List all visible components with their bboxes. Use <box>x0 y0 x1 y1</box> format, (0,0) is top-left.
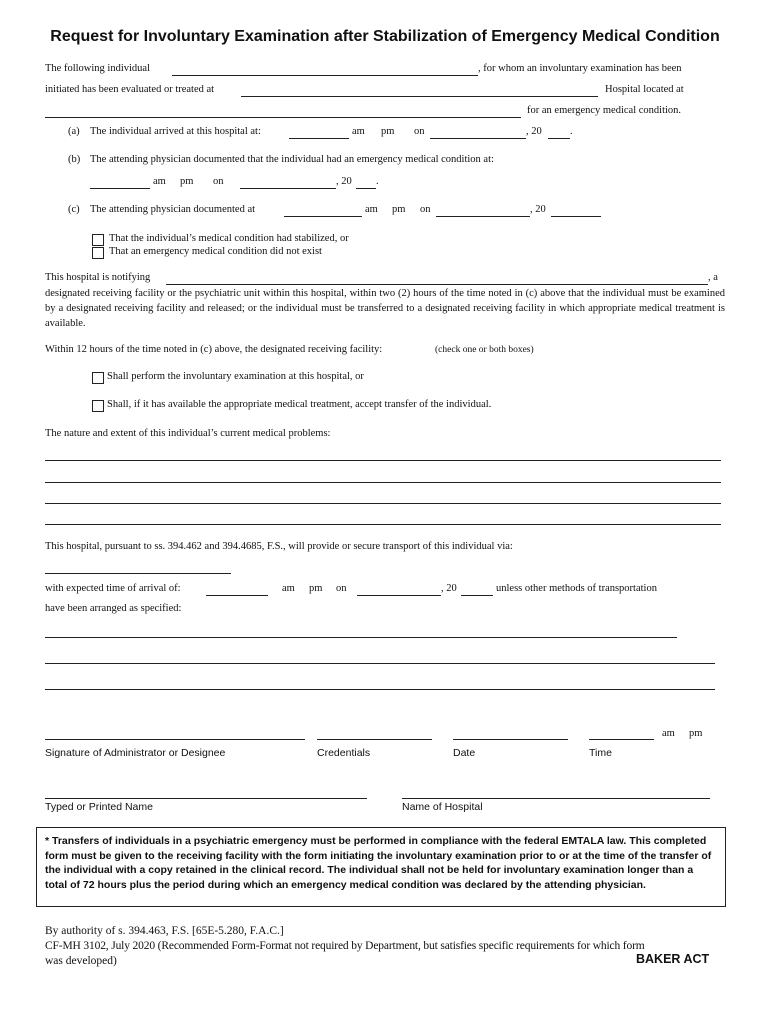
date-field[interactable] <box>453 739 568 740</box>
notifying-paragraph: designated receiving facility or the psychiatric unit within this hospital, within two (2) hours of the time noted in (c) above that the individual must be examined by a designated receiving facility and released; or the individual must be transferred to a designated receiving facility in which appropriate medical treatment is available. <box>45 288 725 329</box>
typed-name-field[interactable] <box>45 798 367 799</box>
stabilized-option-label: That the individual’s medical condition had stabilized, or <box>109 233 349 244</box>
signature-am[interactable]: am <box>662 728 675 739</box>
no-emergency-option-label: That an emergency medical condition did not exist <box>109 246 322 257</box>
problems-label: The nature and extent of this individual’s current medical problems: <box>45 428 331 439</box>
problems-line-2[interactable] <box>45 482 721 483</box>
item-b-text: The attending physician documented that the individual had an emergency medical condition at: <box>90 154 494 165</box>
typed-name-label: Typed or Printed Name <box>45 801 153 813</box>
problems-line-1[interactable] <box>45 460 721 461</box>
item-b-pm[interactable]: pm <box>180 176 194 187</box>
transport-text: This hospital, pursuant to ss. 394.462 and 394.4685, F.S., will provide or secure transport of this individual via: <box>45 541 513 552</box>
item-c-date-field[interactable] <box>436 216 530 217</box>
accept-transfer-checkbox[interactable] <box>92 400 104 412</box>
arranged-line-1[interactable] <box>45 637 677 638</box>
transport-method-field[interactable] <box>45 573 231 574</box>
intro-line2-tail: Hospital located at <box>605 84 684 95</box>
credentials-label: Credentials <box>317 747 371 759</box>
arrival-am[interactable]: am <box>282 583 295 594</box>
intro-line2-label: initiated has been evaluated or treated at <box>45 84 215 95</box>
item-b-date-field[interactable] <box>240 188 336 189</box>
arrival-pm[interactable]: pm <box>309 583 323 594</box>
intro-line1-tail: , for whom an involuntary examination has been <box>478 63 682 74</box>
arrival-date-field[interactable] <box>357 595 441 596</box>
arrival-year-field[interactable] <box>461 595 493 596</box>
form-title: Request for Involuntary Examination after Stabilization of Emergency Medical Condition <box>50 28 720 45</box>
hospital-name-label: Name of Hospital <box>402 801 483 813</box>
item-c-time-field[interactable] <box>284 216 362 217</box>
hospital-name-field[interactable] <box>402 798 710 799</box>
item-b-year-field[interactable] <box>356 188 376 189</box>
no-emergency-checkbox[interactable] <box>92 247 104 259</box>
perform-exam-checkbox[interactable] <box>92 372 104 384</box>
item-b-time-field[interactable] <box>90 188 150 189</box>
intro-line1-label: The following individual <box>45 63 150 74</box>
item-c-text: The attending physician documented at <box>90 204 256 215</box>
item-c-pm[interactable]: pm <box>392 204 406 215</box>
item-c-label: (c) <box>68 204 80 215</box>
form-number-text: CF-MH 3102, July 2020 (Recommended Form-Format not required by Department, but satisfies specific requirements for which form <box>45 940 645 952</box>
arranged-label: have been arranged as specified: <box>45 603 182 614</box>
problems-line-3[interactable] <box>45 503 721 504</box>
item-b-am[interactable]: am <box>153 176 166 187</box>
item-a-period: . <box>570 126 573 137</box>
time-label: Time <box>589 747 612 759</box>
date-label: Date <box>453 747 476 759</box>
unless-text: unless other methods of transportation <box>496 583 657 594</box>
within-text: Within 12 hours of the time noted in (c) above, the designated receiving facility: <box>45 344 383 355</box>
problems-line-4[interactable] <box>45 524 721 525</box>
item-a-text: The individual arrived at this hospital at: <box>90 126 261 137</box>
item-a-label: (a) <box>68 126 80 137</box>
notifying-tail: , a <box>708 272 718 283</box>
emtala-notice: * Transfers of individuals in a psychiatric emergency must be performed in compliance with the federal EMTALA law. This completed form must be given to the receiving facility with the form initiating the involuntary examination prior to or at the time of the transfer of the individual with a copy retained in the clinical record. The individual shall not be held for involuntary examination longer than a total of 72 hours plus the period during which an emergency medical condition was declared by the attending physician. <box>36 827 726 907</box>
accept-transfer-label: Shall, if it has available the appropriate medical treatment, accept transfer of the individual. <box>107 399 492 410</box>
notifying-lead: This hospital is notifying <box>45 272 151 283</box>
individual-name-field[interactable] <box>172 75 478 76</box>
credentials-field[interactable] <box>317 739 432 740</box>
arrival-on: on <box>336 583 347 594</box>
signature-label: Signature of Administrator or Designee <box>45 747 226 759</box>
item-c-year-prefix: , 20 <box>530 204 546 215</box>
intro-line3-tail: for an emergency medical condition. <box>527 105 682 116</box>
item-c-am[interactable]: am <box>365 204 378 215</box>
item-a-on: on <box>414 126 425 137</box>
arrival-label: with expected time of arrival of: <box>45 583 181 594</box>
arranged-line-3[interactable] <box>45 689 715 690</box>
stabilized-checkbox[interactable] <box>92 234 104 246</box>
item-c-on: on <box>420 204 431 215</box>
item-a-pm[interactable]: pm <box>381 126 395 137</box>
item-c-year-field[interactable] <box>551 216 601 217</box>
time-field[interactable] <box>589 739 654 740</box>
arrival-year-prefix: , 20 <box>441 583 457 594</box>
hospital-location-field[interactable] <box>45 117 521 118</box>
receiving-facility-field[interactable] <box>166 284 708 285</box>
within-hint: (check one or both boxes) <box>435 345 534 355</box>
item-a-year-field[interactable] <box>548 138 570 139</box>
form-number-text-cont: was developed) <box>45 955 117 967</box>
item-a-date-field[interactable] <box>430 138 526 139</box>
treating-hospital-field[interactable] <box>241 96 598 97</box>
item-a-time-field[interactable] <box>289 138 349 139</box>
signature-field[interactable] <box>45 739 305 740</box>
item-a-year-prefix: , 20 <box>526 126 542 137</box>
item-a-am[interactable]: am <box>352 126 365 137</box>
baker-act-label: BAKER ACT <box>636 952 710 966</box>
perform-exam-label: Shall perform the involuntary examination at this hospital, or <box>107 371 364 382</box>
item-b-year-prefix: , 20 <box>336 176 352 187</box>
arranged-line-2[interactable] <box>45 663 715 664</box>
item-b-label: (b) <box>68 154 81 165</box>
authority-text: By authority of s. 394.463, F.S. [65E-5.280, F.A.C.] <box>45 925 284 937</box>
signature-pm[interactable]: pm <box>689 728 703 739</box>
item-b-on: on <box>213 176 224 187</box>
item-b-period: . <box>376 176 379 187</box>
arrival-time-field[interactable] <box>206 595 268 596</box>
